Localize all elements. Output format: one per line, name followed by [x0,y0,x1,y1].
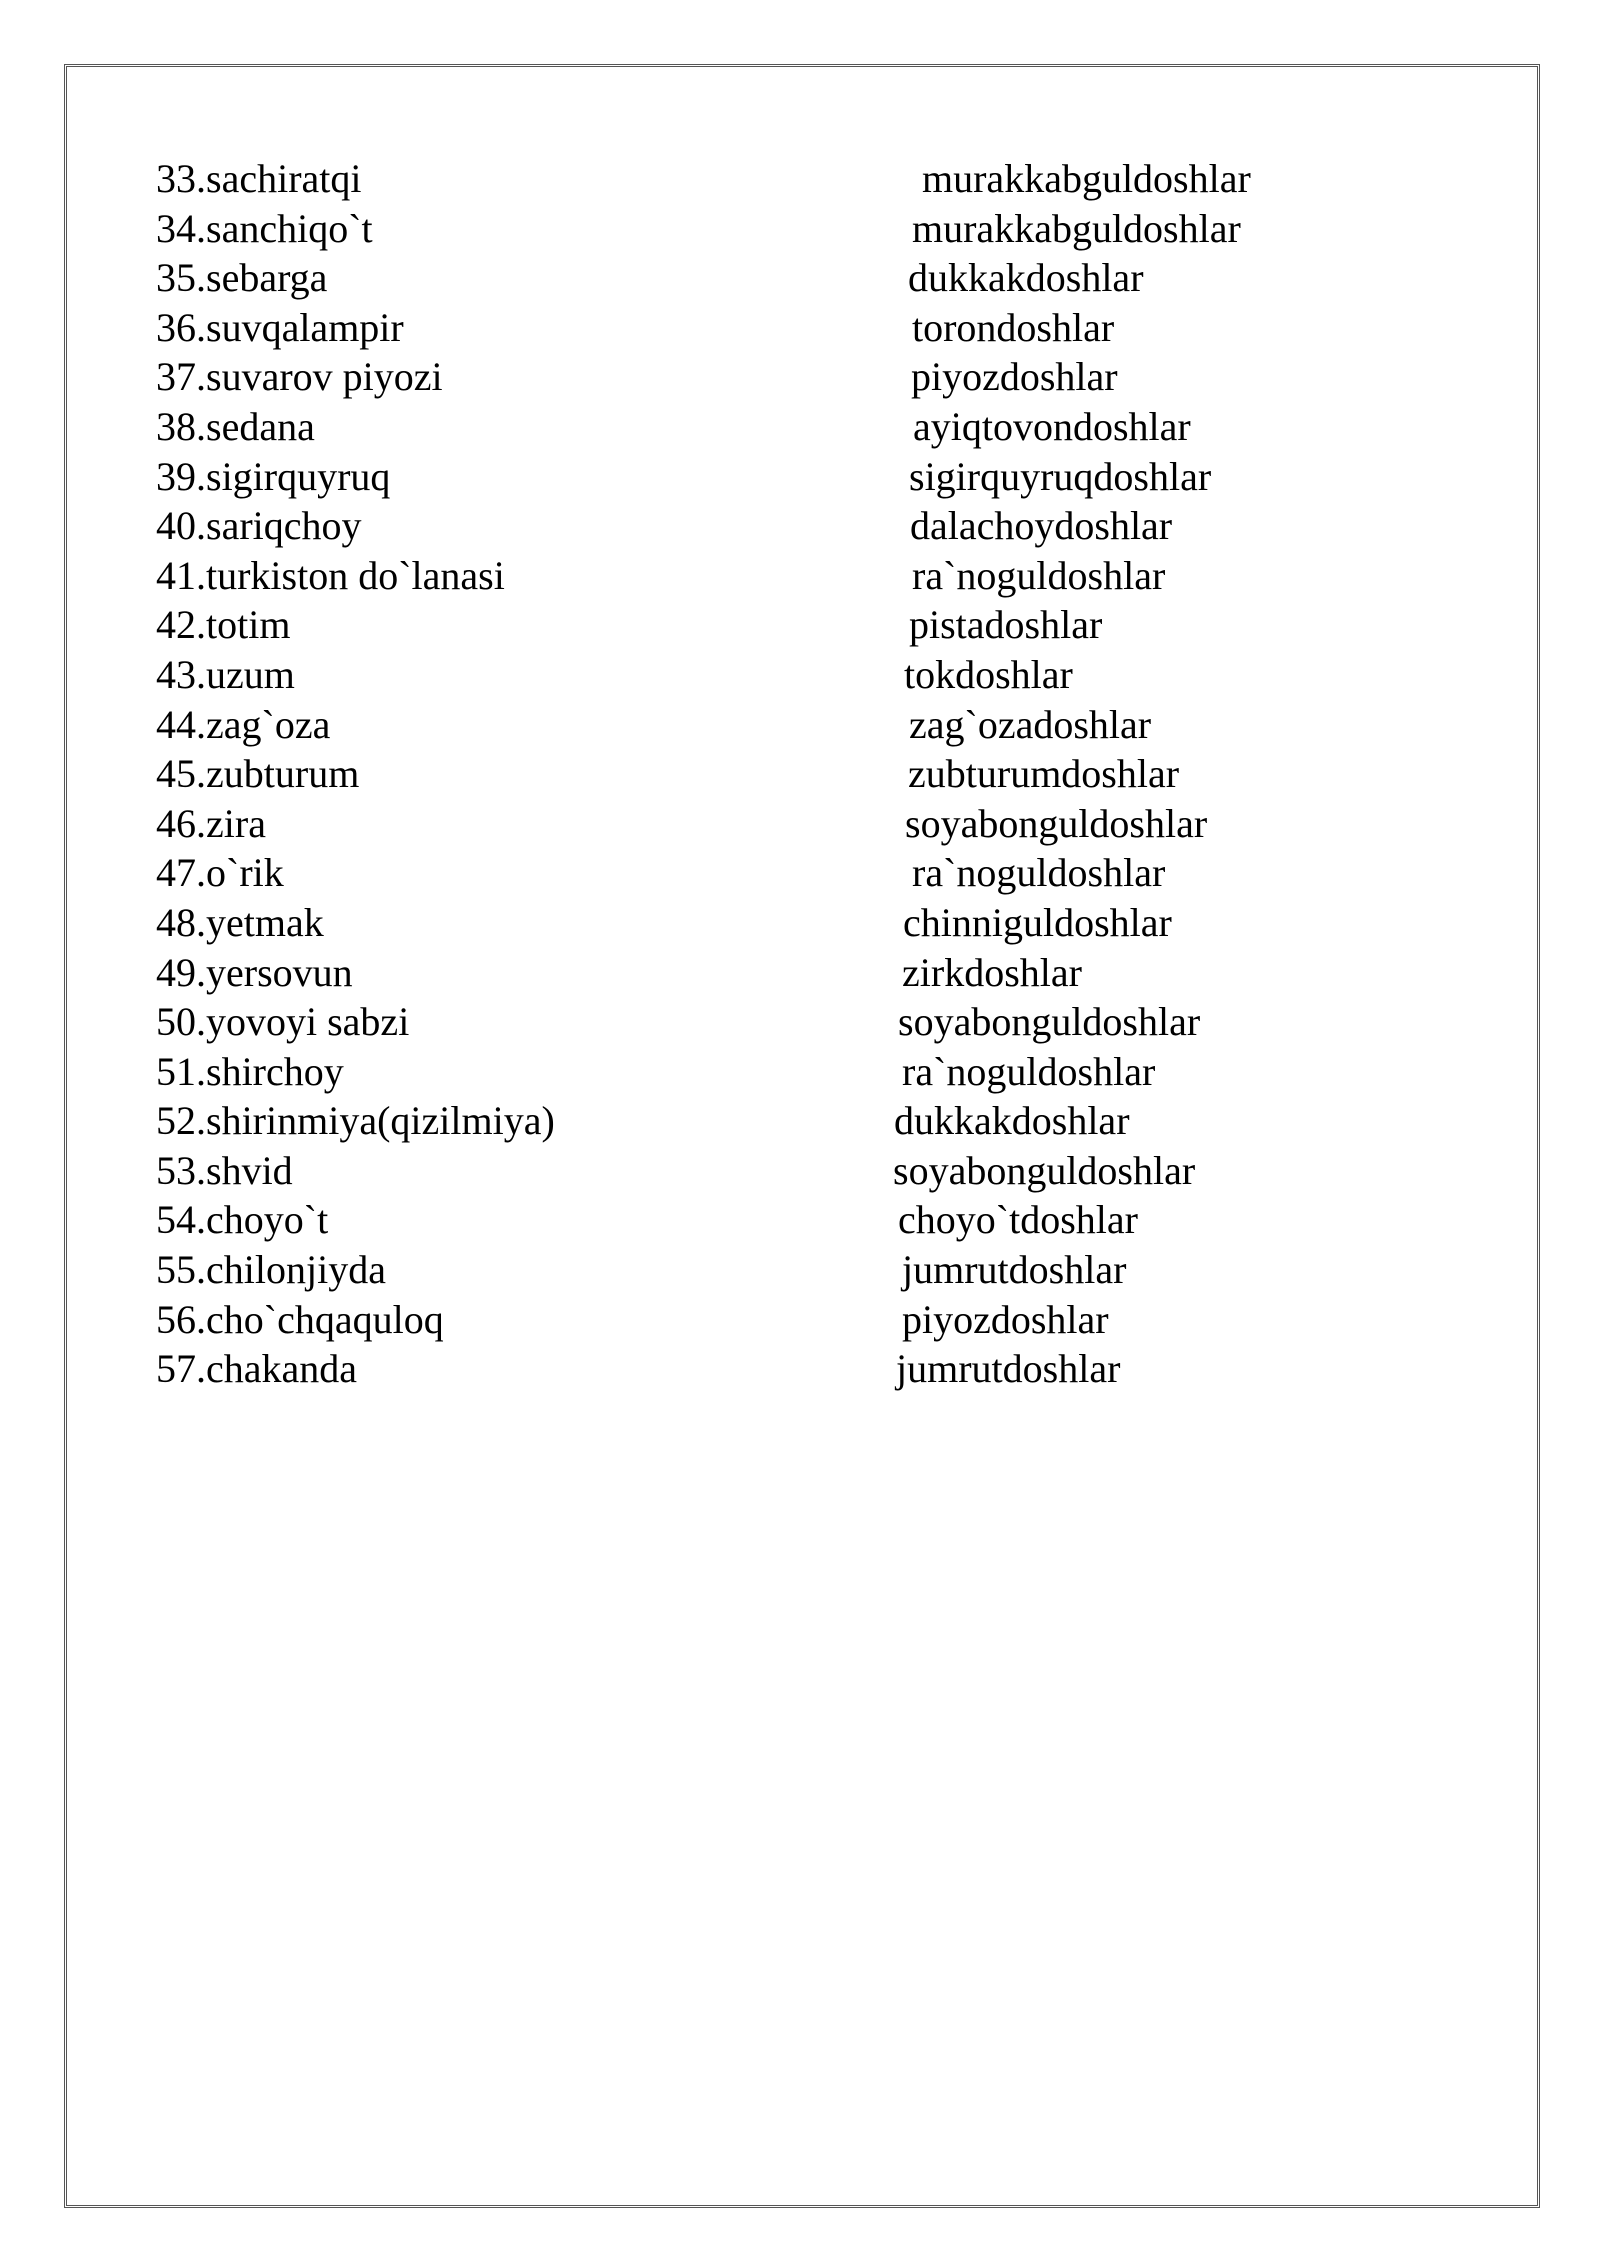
plant-name: 37.suvarov piyozi [156,354,443,400]
plant-family: pistadoshlar [909,602,1103,648]
plant-name: 44.zag`oza [156,701,331,747]
plant-family: ayiqtovondoshlar [913,403,1191,449]
plant-family: choyo`tdoshlar [898,1197,1138,1243]
plant-family: murakkabguldoshlar [912,205,1241,251]
plant-family: piyozdoshlar [902,1296,1109,1342]
plant-family: ra`noguldoshlar [912,552,1166,598]
list-item [156,898,1356,948]
plant-family: chinniguldoshlar [903,899,1172,945]
list-item [156,501,1356,551]
plant-family: soyabonguldoshlar [898,999,1201,1045]
list-item [156,1146,1356,1196]
plant-family: ra`noguldoshlar [902,1048,1156,1094]
plant-family: murakkabguldoshlar [922,156,1251,201]
plant-family: sigirquyruqdoshlar [909,453,1212,499]
plant-family: zag`ozadoshlar [909,701,1152,747]
plant-name: 33.sachiratqi [156,156,362,201]
plant-family: zubturumdoshlar [908,751,1180,797]
plant-name: 42.totim [156,602,291,648]
plant-family: soyabonguldoshlar [905,800,1208,846]
list-item [156,154,1356,204]
plant-name: 52.shirinmiya(qizilmiya) [156,1098,555,1144]
plant-name: 35.sebarga [156,255,328,301]
plant-name: 36.suvqalampir [156,304,404,350]
plant-name: 47.o`rik [156,850,284,896]
list-item [156,1047,1356,1097]
plant-name: 38.sedana [156,403,315,449]
list-item [156,452,1356,502]
plant-family: jumrutdoshlar [896,1346,1121,1392]
plant-name: 48.yetmak [156,899,324,945]
plant-family: torondoshlar [912,304,1115,350]
list-item [156,749,1356,799]
plant-family: ra`noguldoshlar [912,850,1166,896]
plant-name: 51.shirchoy [156,1048,344,1094]
list-item [156,799,1356,849]
plant-family: jumrutdoshlar [902,1247,1127,1293]
plant-name: 57.chakanda [156,1346,358,1392]
list-item [156,700,1356,750]
plant-name: 49.yersovun [156,949,353,995]
list-item [156,1245,1356,1295]
list-item [156,1096,1356,1146]
plant-name: 45.zubturum [156,751,360,797]
plant-name: 50.yovoyi sabzi [156,999,410,1045]
plant-family: dukkakdoshlar [894,1098,1130,1144]
list-item [156,997,1356,1047]
plant-family: soyabonguldoshlar [893,1147,1196,1193]
list-item [156,848,1356,898]
list-item [156,1344,1356,1394]
list-item [156,1195,1356,1245]
plant-name: 56.cho`chqaquloq [156,1296,444,1342]
plant-name: 43.uzum [156,651,295,697]
list-item [156,253,1356,303]
plant-name: 39.sigirquyruq [156,453,391,499]
plant-name: 46.zira [156,800,266,846]
plant-name: 55.chilonjiyda [156,1247,386,1293]
plant-family: dukkakdoshlar [908,255,1144,301]
list-item [156,650,1356,700]
plant-family-list [156,154,1356,1394]
plant-family: piyozdoshlar [911,354,1118,400]
plant-family: dalachoydoshlar [910,503,1173,549]
list-item [156,551,1356,601]
plant-name: 34.sanchiqo`t [156,205,373,251]
list-item [156,303,1356,353]
plant-name: 53.shvid [156,1147,293,1193]
list-item [156,1295,1356,1345]
plant-name: 40.sariqchoy [156,503,362,549]
plant-name: 54.choyo`t [156,1197,329,1243]
list-item [156,352,1356,402]
plant-family: tokdoshlar [904,651,1073,697]
plant-family: zirkdoshlar [902,949,1082,995]
list-item [156,402,1356,452]
list-item [156,600,1356,650]
plant-name: 41.turkiston do`lanasi [156,552,505,598]
list-item [156,204,1356,254]
list-item [156,948,1356,998]
